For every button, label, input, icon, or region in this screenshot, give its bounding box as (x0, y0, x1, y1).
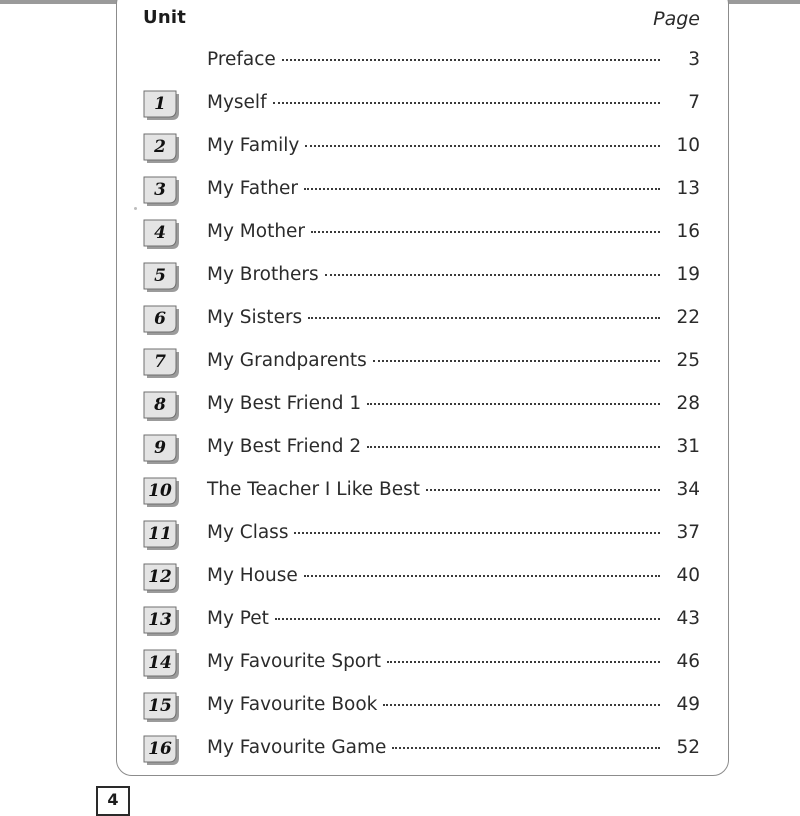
unit-number: 13 (148, 610, 172, 630)
entry-title-line (207, 393, 660, 419)
entry-page-number: 43 (676, 608, 700, 629)
dot-leader (311, 229, 660, 233)
entry-title-line (207, 307, 660, 333)
entry-title-line (207, 350, 660, 376)
unit-number: 3 (154, 180, 166, 200)
entry-page-number: 7 (688, 92, 700, 113)
unit-number-badge (143, 520, 181, 550)
unit-number-badge (143, 606, 181, 636)
entry-title: My House (207, 565, 298, 586)
entry-title: Preface (207, 49, 276, 70)
contents-entry (0, 212, 800, 255)
dot-leader (294, 530, 660, 534)
entry-title-line (207, 221, 660, 247)
entry-page-number: 52 (676, 737, 700, 758)
entry-title: My Father (207, 178, 299, 199)
page-number: 4 (107, 790, 119, 809)
entry-title-line (207, 565, 660, 591)
entry-title: My Sisters (207, 307, 303, 328)
unit-number: 9 (154, 438, 166, 458)
dot-leader (273, 100, 660, 104)
entry-page-number: 19 (676, 264, 700, 285)
unit-number-badge (143, 434, 181, 464)
entry-page-number: 3 (688, 49, 700, 70)
unit-number: 11 (148, 524, 172, 544)
entry-title-line (207, 264, 660, 290)
unit-number: 7 (154, 352, 166, 372)
page-number-box (96, 786, 130, 816)
unit-number: 15 (148, 696, 172, 716)
entry-title: My Favourite Game (207, 737, 387, 758)
unit-number-badge (143, 649, 181, 679)
contents-entry (0, 384, 800, 427)
dot-leader (367, 401, 660, 405)
entry-page-number: 31 (676, 436, 700, 457)
contents-header (0, 0, 800, 40)
unit-number: 5 (154, 266, 166, 286)
unit-number-badge (143, 348, 181, 378)
dot-leader (392, 745, 660, 749)
entry-title: My Favourite Sport (207, 651, 381, 672)
unit-number-badge (143, 133, 181, 163)
dot-leader (304, 573, 660, 577)
entry-title-line (207, 694, 660, 720)
entry-title: My Best Friend 1 (207, 393, 362, 414)
entry-page-number: 40 (676, 565, 700, 586)
entry-title-line (207, 135, 660, 161)
unit-number: 8 (154, 395, 166, 415)
dot-leader (305, 143, 660, 147)
dot-leader (325, 272, 660, 276)
contents-entry (0, 126, 800, 169)
entry-title: The Teacher I Like Best (207, 479, 420, 500)
entry-title: My Mother (207, 221, 306, 242)
unit-number: 1 (154, 94, 166, 114)
entry-title-line (207, 92, 660, 118)
contents-entry (0, 728, 800, 771)
unit-number: 2 (154, 137, 166, 157)
unit-number: 6 (154, 309, 166, 329)
unit-number-badge (143, 692, 181, 722)
contents-entry (0, 83, 800, 126)
contents-entry (0, 642, 800, 685)
unit-column-heading: Unit (143, 7, 187, 28)
unit-number: 10 (148, 481, 172, 501)
entry-title-line (207, 479, 660, 505)
contents-entry (0, 470, 800, 513)
dot-leader (373, 358, 660, 362)
entry-title-line (207, 737, 660, 763)
dot-leader (367, 444, 660, 448)
entry-title: My Brothers (207, 264, 319, 285)
dot-leader (387, 659, 660, 663)
dot-leader (304, 186, 660, 190)
unit-number-badge (143, 391, 181, 421)
contents-entry (0, 298, 800, 341)
unit-number-badge (143, 735, 181, 765)
entry-title-line (207, 522, 660, 548)
contents-entry (0, 341, 800, 384)
dot-leader (308, 315, 660, 319)
entry-title: My Family (207, 135, 300, 156)
entry-title-line (207, 49, 660, 75)
unit-number: 12 (148, 567, 172, 587)
entry-page-number: 25 (676, 350, 700, 371)
unit-number-badge (143, 305, 181, 335)
entry-page-number: 13 (676, 178, 700, 199)
dot-leader (426, 487, 660, 491)
entry-title-line (207, 436, 660, 462)
unit-number-badge (143, 262, 181, 292)
entry-title: My Grandparents (207, 350, 367, 371)
contents-entry (0, 513, 800, 556)
entry-page-number: 28 (676, 393, 700, 414)
entry-title: Myself (207, 92, 267, 113)
entry-page-number: 22 (676, 307, 700, 328)
unit-number: 16 (148, 739, 172, 759)
dot-leader (275, 616, 660, 620)
entry-title-line (207, 651, 660, 677)
entry-page-number: 37 (676, 522, 700, 543)
contents-entry (0, 255, 800, 298)
entry-page-number: 34 (676, 479, 700, 500)
entry-page-number: 46 (676, 651, 700, 672)
unit-number-badge (143, 176, 181, 206)
contents-entry (0, 169, 800, 212)
contents-entry (0, 40, 800, 83)
unit-number-badge (143, 219, 181, 249)
unit-number-badge (143, 477, 181, 507)
entry-title: My Best Friend 2 (207, 436, 362, 457)
unit-number-badge (143, 90, 181, 120)
entry-page-number: 10 (676, 135, 700, 156)
dot-leader (282, 57, 660, 61)
contents-entry (0, 599, 800, 642)
unit-number-badge (143, 563, 181, 593)
entry-title: My Favourite Book (207, 694, 378, 715)
entry-page-number: 16 (676, 221, 700, 242)
entry-title-line (207, 608, 660, 634)
page-column-heading: Page (653, 8, 700, 30)
entry-page-number: 49 (676, 694, 700, 715)
contents-entry (0, 685, 800, 728)
unit-number: 14 (148, 653, 172, 673)
unit-number: 4 (154, 223, 166, 243)
entry-title-line (207, 178, 660, 204)
entry-title: My Class (207, 522, 289, 543)
contents-entry (0, 427, 800, 470)
contents-entry (0, 556, 800, 599)
entry-title: My Pet (207, 608, 269, 629)
dot-leader (383, 702, 660, 706)
